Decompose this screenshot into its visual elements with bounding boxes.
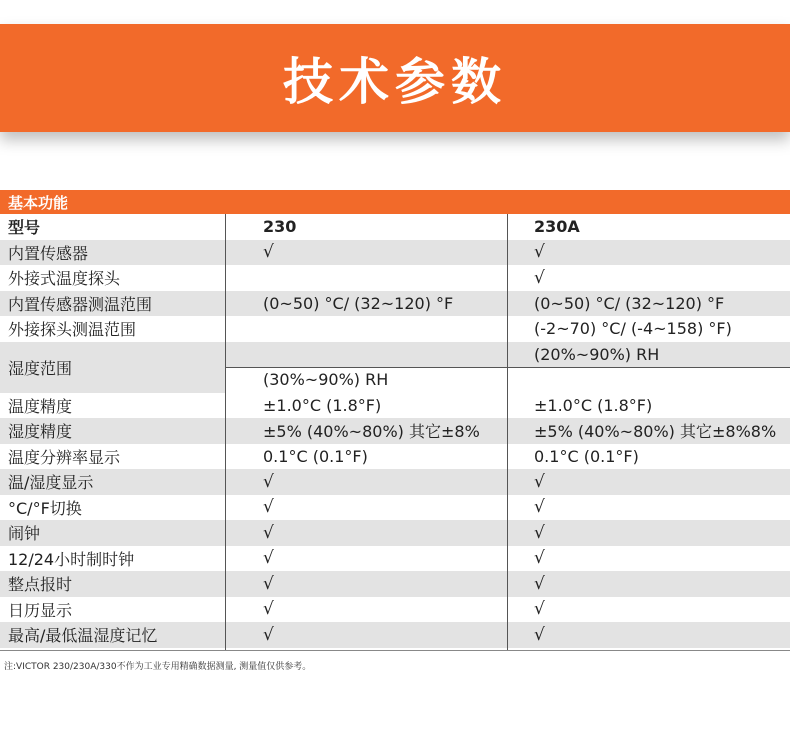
row-label: 整点报时 [8, 575, 73, 595]
row-divider [225, 367, 790, 368]
footnote: 注:VICTOR 230/230A/330不作为工业专用精确数据测量, 测量值仅供参考。 [4, 662, 312, 672]
check-icon: √ [534, 497, 545, 518]
table-row [0, 495, 790, 521]
row-value-230 [263, 316, 503, 342]
row-value-230: 0.1°C (0.1°F) [263, 446, 368, 466]
row-value-230a: ±5% (40%~80%) 其它±8%8% [534, 422, 777, 442]
header-230a: 230A [534, 217, 580, 237]
table-row [0, 291, 790, 317]
table-row [0, 546, 790, 572]
row-label: 内置传感器 [8, 243, 89, 263]
check-icon: √ [534, 548, 545, 569]
row-value-230a: (20%~90%) RH [534, 344, 660, 364]
row-label: 温度分辨率显示 [8, 447, 121, 467]
row-label: 日历显示 [8, 600, 73, 620]
check-icon: √ [534, 471, 545, 492]
table-row [0, 469, 790, 495]
check-icon: √ [534, 242, 545, 263]
check-icon: √ [263, 522, 274, 543]
table-row [0, 240, 790, 266]
table-header-row [0, 214, 790, 240]
row-label: 温/湿度显示 [8, 473, 94, 493]
row-value-230: (30%~90%) RH [263, 370, 389, 390]
table-row [0, 520, 790, 546]
table-bottom-border [0, 650, 790, 651]
spec-table [0, 214, 790, 648]
column-divider [507, 214, 508, 650]
row-value-230a: (-2~70) °C/ (-4~158) °F) [534, 319, 732, 339]
row-value-230 [263, 265, 503, 291]
row-value-230: (0~50) °C/ (32~120) °F [263, 293, 454, 313]
row-label: °C/°F切换 [8, 498, 82, 518]
check-icon: √ [263, 573, 274, 594]
check-icon: √ [263, 471, 274, 492]
row-label: 内置传感器测温范围 [8, 294, 153, 314]
table-row [0, 444, 790, 470]
page-title: 技术参数 [283, 53, 507, 111]
row-label: 12/24小时制时钟 [8, 549, 135, 569]
header-model: 型号 [8, 218, 41, 238]
table-row [0, 316, 790, 342]
header-230: 230 [263, 217, 297, 237]
check-icon: √ [263, 242, 274, 263]
table-row [0, 597, 790, 623]
humidity-range-label-cell [0, 342, 225, 393]
check-icon: √ [534, 522, 545, 543]
row-value-230: ±5% (40%~80%) 其它±8% [263, 422, 480, 442]
row-label: 湿度精度 [8, 422, 73, 442]
check-icon: √ [263, 599, 274, 620]
check-icon: √ [263, 548, 274, 569]
section-title: 基本功能 [8, 194, 69, 212]
check-icon: √ [263, 624, 274, 645]
row-value-230: ±1.0°C (1.8°F) [263, 395, 382, 415]
section-header [0, 190, 790, 214]
row-label: 闹钟 [8, 524, 41, 544]
row-value-230a [534, 367, 790, 393]
row-label: 湿度范围 [8, 358, 73, 378]
check-icon: √ [534, 573, 545, 594]
table-row [0, 265, 790, 291]
row-label: 最高/最低温湿度记忆 [8, 626, 158, 646]
check-icon: √ [534, 267, 545, 288]
check-icon: √ [263, 497, 274, 518]
row-label: 温度精度 [8, 396, 73, 416]
table-row [0, 418, 790, 444]
column-divider [225, 214, 226, 650]
check-icon: √ [534, 599, 545, 620]
table-row [0, 393, 790, 419]
check-icon: √ [534, 624, 545, 645]
title-banner [0, 24, 790, 132]
row-label: 外接式温度探头 [8, 269, 121, 289]
table-row [0, 622, 790, 648]
table-row [0, 571, 790, 597]
row-value-230a: ±1.0°C (1.8°F) [534, 395, 653, 415]
row-value-230 [263, 342, 503, 368]
row-label: 外接探头测温范围 [8, 320, 137, 340]
row-value-230a: 0.1°C (0.1°F) [534, 446, 639, 466]
row-value-230a: (0~50) °C/ (32~120) °F [534, 293, 725, 313]
